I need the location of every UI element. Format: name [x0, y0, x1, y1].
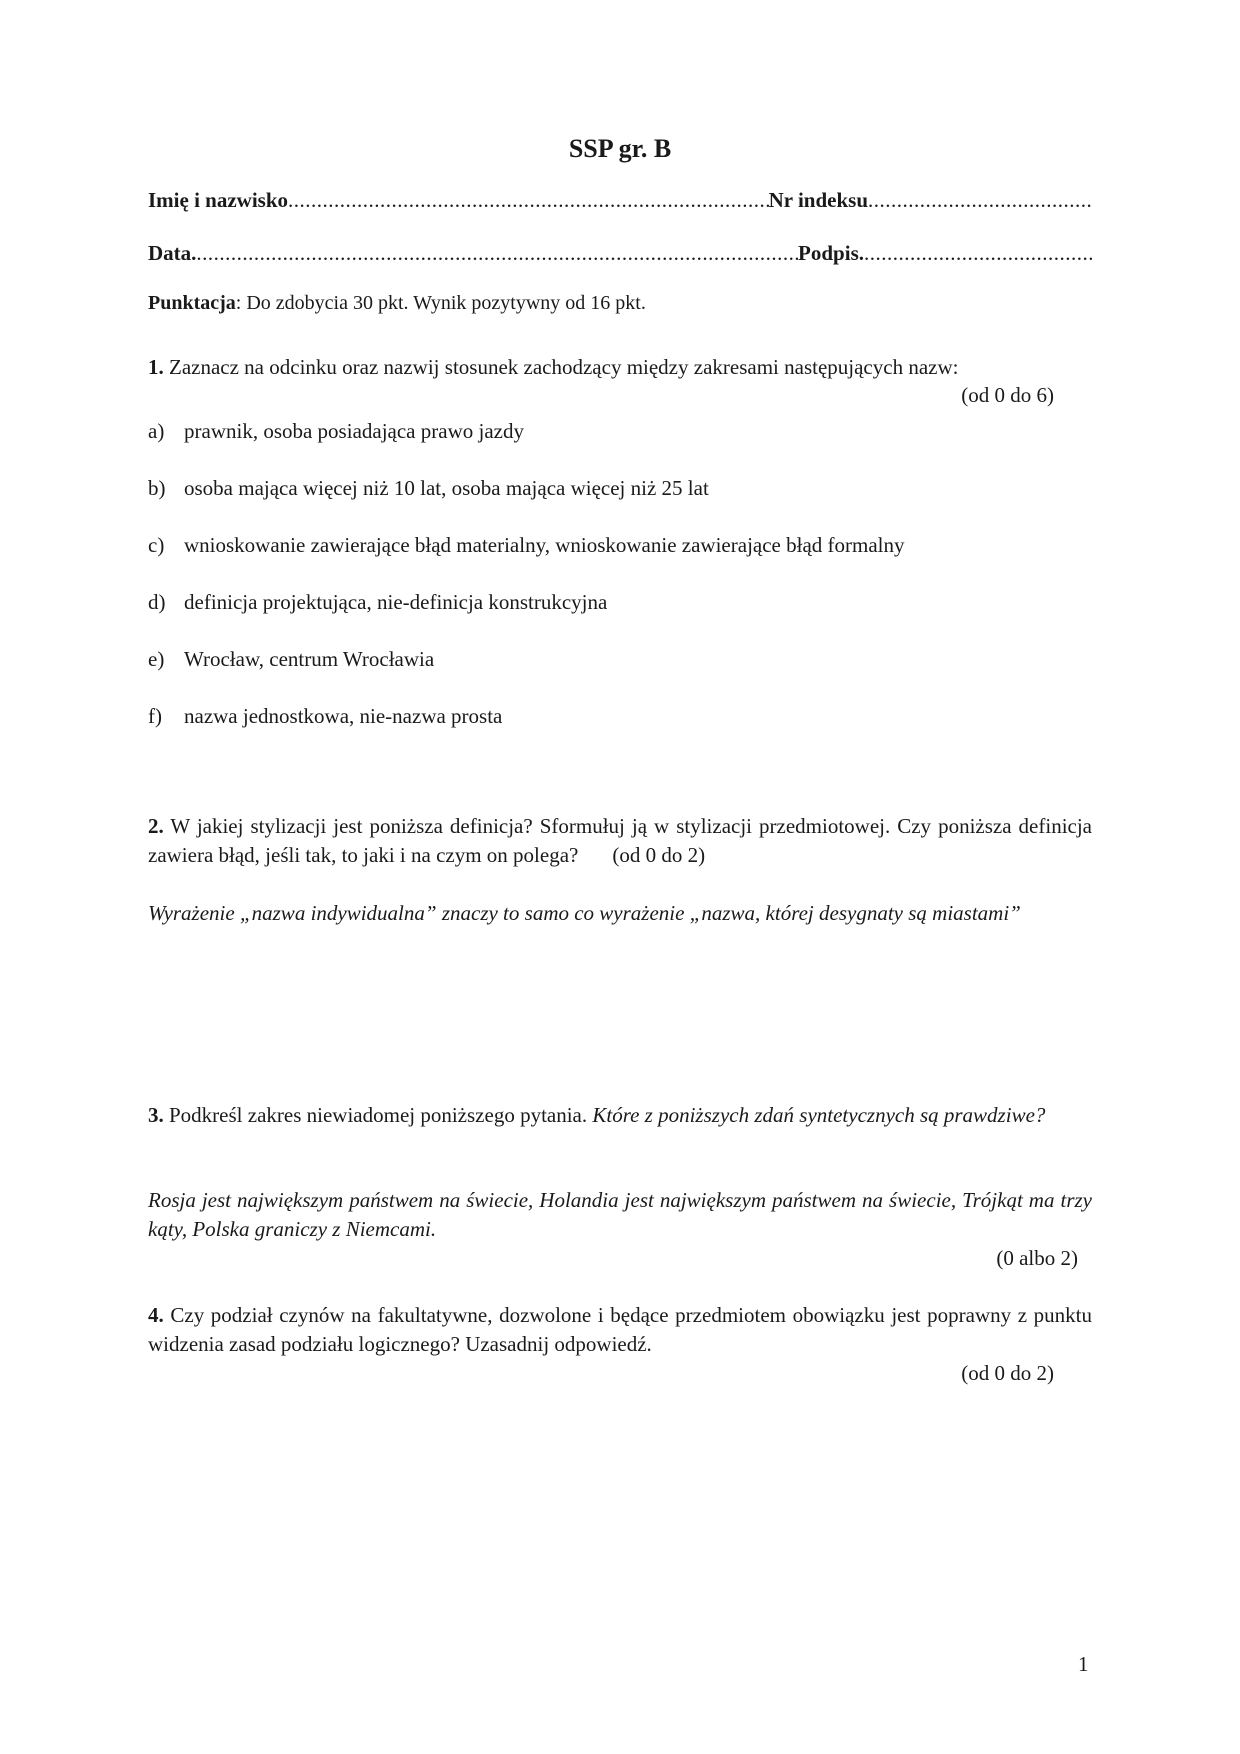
- q3-question: Które z poniższych zdań syntetycznych są prawdziwe?: [592, 1103, 1046, 1127]
- q2-number: 2.: [148, 814, 164, 838]
- q2-text: W jakiej stylizacji jest poniższa definicja? Sformułuj ją w stylizacji przedmiotowej. Czy poniższa definicja zawiera błąd, jeśli tak, to jaki i na czym on polega?: [148, 814, 1092, 867]
- signature-fill-line[interactable]: [864, 239, 1092, 268]
- q1-item-d: [148, 588, 1092, 617]
- q1-item-b: [148, 474, 1092, 503]
- q3-text: Podkreśl zakres niewiadomej poniższego pytania.: [163, 1103, 593, 1127]
- q1-prompt: [148, 353, 1092, 382]
- q1-item-f: [148, 702, 1092, 731]
- q1-item-text: definicja projektująca, nie-definicja konstrukcyjna: [184, 590, 608, 614]
- scoring-label: Punktacja: [148, 292, 236, 314]
- q1-text: Zaznacz na odcinku oraz nazwij stosunek zachodzący między zakresami następujących nazw:: [163, 355, 959, 379]
- q3-number: 3.: [148, 1103, 164, 1127]
- index-label: Nr indeksu: [768, 188, 868, 212]
- page-title: SSP gr. B: [568, 134, 672, 163]
- signature-label: Podpis.: [798, 241, 864, 265]
- q1-item-label: e): [148, 647, 165, 671]
- q1-points-row: [148, 381, 1092, 410]
- date-fill-line[interactable]: [196, 239, 798, 268]
- page-number: 1: [1078, 1652, 1089, 1676]
- q1-points: (od 0 do 6): [961, 383, 1054, 407]
- q4-points-row: [148, 1359, 1092, 1388]
- q1-item-text: Wrocław, centrum Wrocławia: [184, 647, 435, 671]
- name-index-line: [148, 186, 1092, 215]
- q2-prompt: [148, 812, 1092, 870]
- date-signature-line: [148, 239, 1092, 268]
- q3-sentences: Rosja jest największym państwem na świecie, Holandia jest największym państwem na świecie, Trójkąt ma trzy kąty, Polska graniczy z Niemcami.: [148, 1188, 1092, 1241]
- exam-page: [148, 0, 1092, 1754]
- q1-item-label: a): [148, 419, 165, 443]
- name-fill-line[interactable]: [288, 186, 769, 215]
- q2-points: (od 0 do 2): [612, 843, 706, 867]
- q1-item-label: f): [148, 704, 162, 728]
- q1-item-label: d): [148, 590, 166, 614]
- q2-definition-quote: Wyrażenie „nazwa indywidualna” znaczy to samo co wyrażenie „nazwa, której desygnaty są miastami”: [148, 901, 1021, 925]
- index-fill-line[interactable]: [868, 186, 1092, 215]
- q1-item-text: nazwa jednostkowa, nie-nazwa prosta: [184, 704, 503, 728]
- q1-item-label: c): [148, 533, 165, 557]
- date-label: Data.: [148, 241, 197, 265]
- q1-item-text: prawnik, osoba posiadająca prawo jazdy: [184, 419, 524, 443]
- q3-points-row: [148, 1244, 1092, 1273]
- q4-prompt: [148, 1301, 1092, 1359]
- q4-number: 4.: [148, 1303, 164, 1327]
- q1-item-a: [148, 417, 1092, 446]
- q1-item-text: osoba mająca więcej niż 10 lat, osoba mająca więcej niż 25 lat: [184, 476, 709, 500]
- q1-item-text: wnioskowanie zawierające błąd materialny, wnioskowanie zawierające błąd formalny: [184, 533, 905, 557]
- q1-item-label: b): [148, 476, 166, 500]
- q3-points: (0 albo 2): [996, 1246, 1078, 1270]
- q1-item-e: [148, 645, 1092, 674]
- q3-prompt: [148, 1101, 1092, 1130]
- q4-points: (od 0 do 2): [961, 1361, 1054, 1385]
- scoring-line: [148, 289, 1092, 318]
- q1-number: 1.: [148, 355, 164, 379]
- q1-item-c: [148, 531, 1092, 560]
- name-label: Imię i nazwisko: [148, 188, 289, 212]
- q4-text: Czy podział czynów na fakultatywne, dozwolone i będące przedmiotem obowiązku jest poprawny z punktu widzenia zasad podziału logicznego? Uzasadnij odpowiedź.: [148, 1303, 1092, 1356]
- scoring-text: : Do zdobycia 30 pkt. Wynik pozytywny od 16 pkt.: [235, 292, 646, 314]
